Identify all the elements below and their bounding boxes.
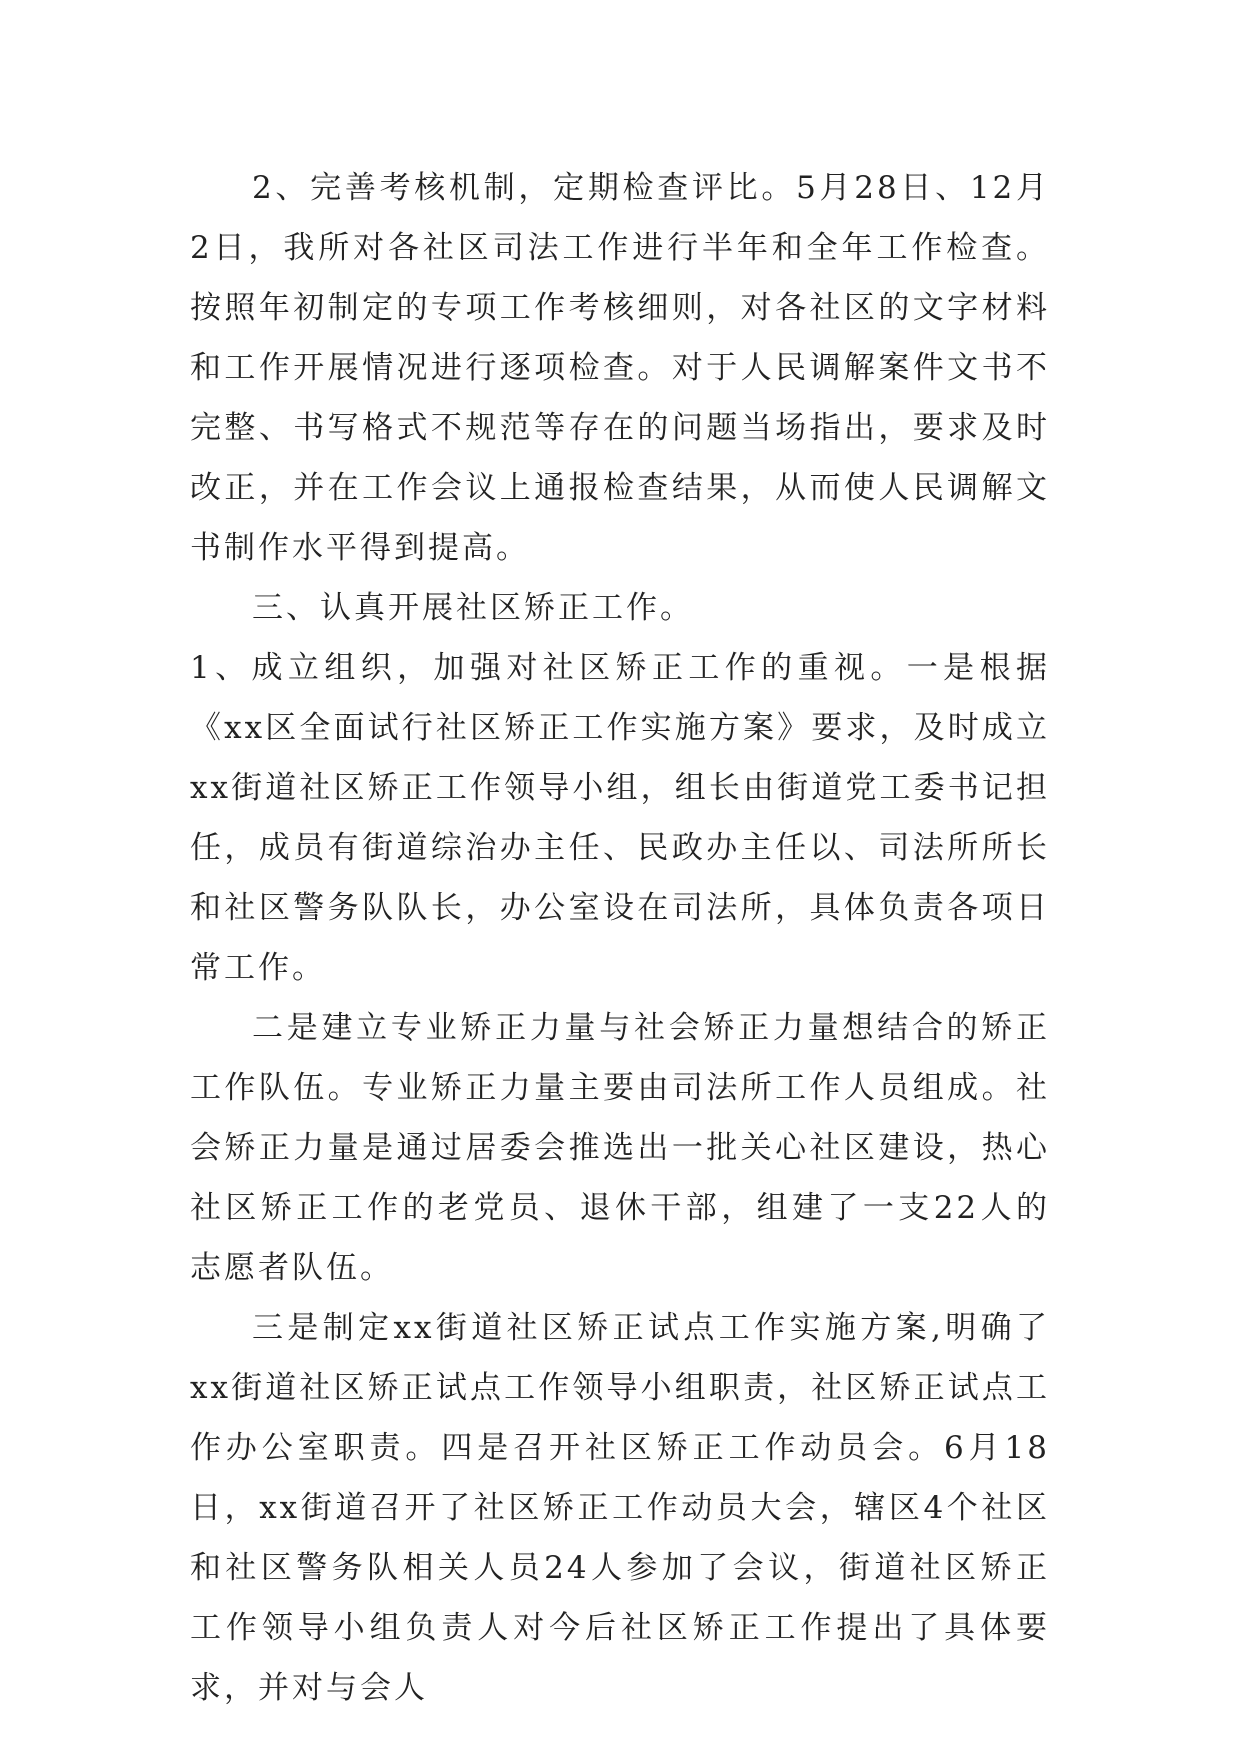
paragraph-organization: 1、成立组织，加强对社区矫正工作的重视。一是根据《xx区全面试行社区矫正工作实施方案》要求，及时成立xx街道社区矫正工作领导小组，组长由街道党工委书记担任，成员有街道综治办主任、民政办主任以、司法所所长和社区警务队队长，办公室设在司法所，具体负责各项日常工作。 — [190, 650, 1050, 986]
section-heading-community-correction: 三、认真开展社区矫正工作。 — [252, 590, 694, 626]
document-body — [190, 158, 1050, 1718]
paragraph-team: 二是建立专业矫正力量与社会矫正力量想结合的矫正工作队伍。专业矫正力量主要由司法所工作人员组成。社会矫正力量是通过居委会推选出一批关心社区建设，热心社区矫正工作的老党员、退休干部，组建了一支22人的志愿者队伍。 — [190, 1010, 1050, 1286]
paragraph-plan: 三是制定xx街道社区矫正试点工作实施方案,明确了xx街道社区矫正试点工作领导小组职责，社区矫正试点工作办公室职责。四是召开社区矫正工作动员会。6月18日，xx街道召开了社区矫正工作动员大会，辖区4个社区和社区警务队相关人员24人参加了会议，街道社区矫正工作领导小组负责人对今后社区矫正工作提出了具体要求，并对与会人 — [190, 1310, 1050, 1706]
paragraph-assessment: 2、完善考核机制，定期检查评比。5月28日、12月2日，我所对各社区司法工作进行半年和全年工作检查。按照年初制定的专项工作考核细则，对各社区的文字材料和工作开展情况进行逐项检查。对于人民调解案件文书不完整、书写格式不规范等存在的问题当场指出，要求及时改正，并在工作会议上通报检查结果，从而使人民调解文书制作水平得到提高。 — [190, 170, 1050, 566]
